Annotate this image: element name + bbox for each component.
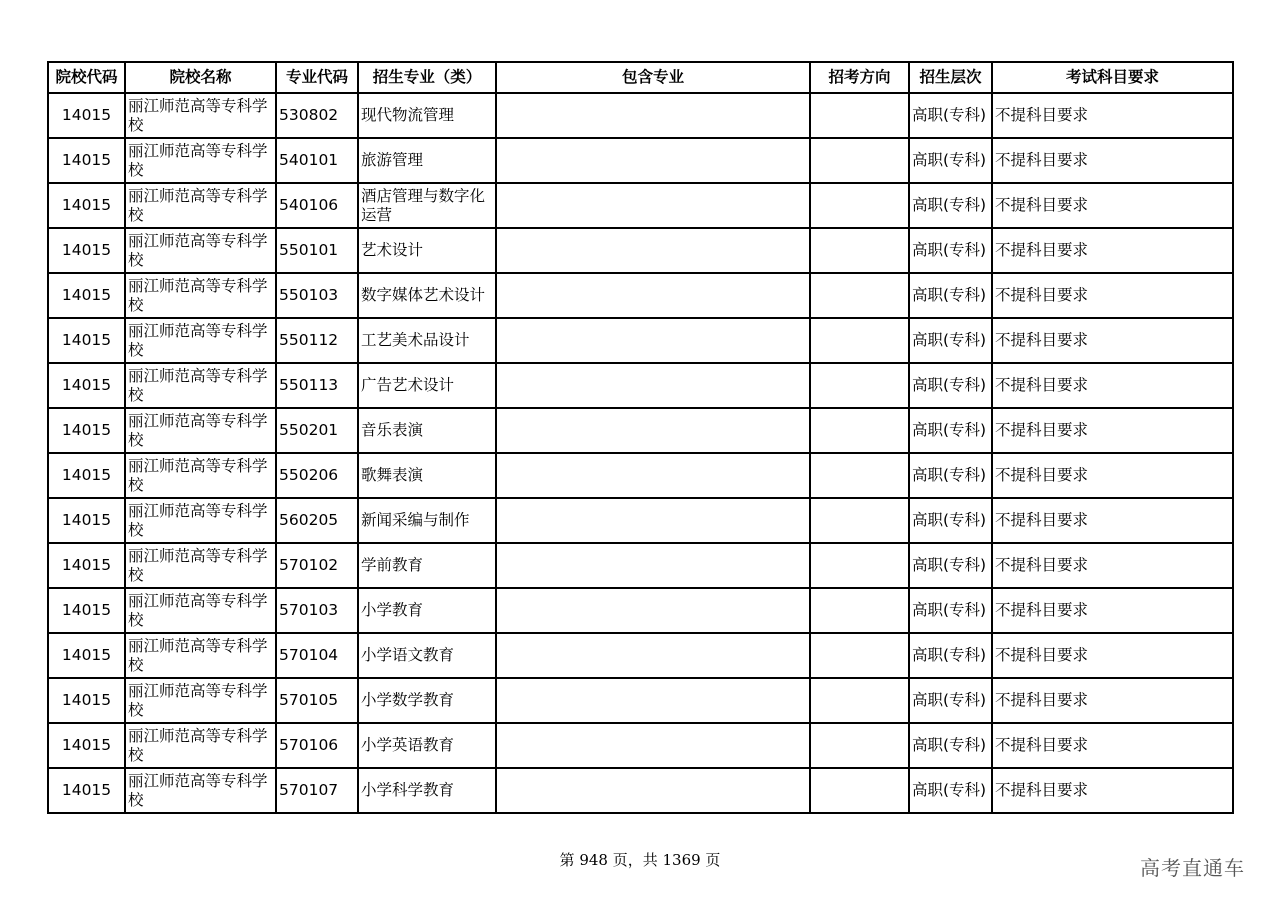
- cell-school-name: 丽江师范高等专科学校: [125, 318, 276, 363]
- cell-included-majors: [496, 408, 810, 453]
- cell-school-name: 丽江师范高等专科学校: [125, 723, 276, 768]
- cell-major: 现代物流管理: [358, 93, 496, 138]
- cell-subject-requirement: 不提科目要求: [992, 588, 1233, 633]
- table-row: [48, 183, 1233, 228]
- cell-direction: [810, 408, 909, 453]
- cell-school-code: 14015: [48, 228, 125, 273]
- cell-major: 艺术设计: [358, 228, 496, 273]
- cell-subject-requirement: 不提科目要求: [992, 723, 1233, 768]
- cell-major-code: 540101: [276, 138, 358, 183]
- cell-subject-requirement: 不提科目要求: [992, 768, 1233, 813]
- cell-direction: [810, 318, 909, 363]
- table-row: [48, 633, 1233, 678]
- cell-subject-requirement: 不提科目要求: [992, 633, 1233, 678]
- cell-major-code: 570105: [276, 678, 358, 723]
- cell-direction: [810, 183, 909, 228]
- cell-subject-requirement: 不提科目要求: [992, 318, 1233, 363]
- cell-school-name: 丽江师范高等专科学校: [125, 228, 276, 273]
- cell-school-code: 14015: [48, 273, 125, 318]
- cell-subject-requirement: 不提科目要求: [992, 273, 1233, 318]
- cell-major-code: 570102: [276, 543, 358, 588]
- cell-included-majors: [496, 273, 810, 318]
- cell-major: 小学教育: [358, 588, 496, 633]
- cell-major-code: 550103: [276, 273, 358, 318]
- enrollment-table: [47, 61, 1234, 814]
- header-school-name: 院校名称: [125, 62, 276, 93]
- cell-major-code: 570107: [276, 768, 358, 813]
- cell-major-code: 530802: [276, 93, 358, 138]
- table-row: [48, 453, 1233, 498]
- cell-major: 小学语文教育: [358, 633, 496, 678]
- cell-major: 音乐表演: [358, 408, 496, 453]
- cell-included-majors: [496, 318, 810, 363]
- table-row: [48, 273, 1233, 318]
- table-header-row: [48, 62, 1233, 93]
- cell-major-code: 550113: [276, 363, 358, 408]
- cell-direction: [810, 498, 909, 543]
- cell-major: 小学英语教育: [358, 723, 496, 768]
- cell-direction: [810, 273, 909, 318]
- cell-level: 高职(专科): [909, 543, 992, 588]
- table-row: [48, 723, 1233, 768]
- cell-major: 学前教育: [358, 543, 496, 588]
- cell-level: 高职(专科): [909, 453, 992, 498]
- cell-subject-requirement: 不提科目要求: [992, 183, 1233, 228]
- cell-subject-requirement: 不提科目要求: [992, 543, 1233, 588]
- cell-subject-requirement: 不提科目要求: [992, 138, 1233, 183]
- cell-level: 高职(专科): [909, 138, 992, 183]
- cell-subject-requirement: 不提科目要求: [992, 498, 1233, 543]
- table-body: [48, 93, 1233, 813]
- header-major: 招生专业（类）: [358, 62, 496, 93]
- cell-included-majors: [496, 138, 810, 183]
- page-number: 第 948 页，共 1369 页: [559, 851, 721, 869]
- cell-school-name: 丽江师范高等专科学校: [125, 273, 276, 318]
- cell-direction: [810, 228, 909, 273]
- cell-level: 高职(专科): [909, 723, 992, 768]
- cell-major: 数字媒体艺术设计: [358, 273, 496, 318]
- cell-major-code: 540106: [276, 183, 358, 228]
- table-row: [48, 93, 1233, 138]
- cell-school-code: 14015: [48, 588, 125, 633]
- cell-school-code: 14015: [48, 678, 125, 723]
- header-direction: 招考方向: [810, 62, 909, 93]
- cell-level: 高职(专科): [909, 318, 992, 363]
- cell-subject-requirement: 不提科目要求: [992, 363, 1233, 408]
- cell-school-code: 14015: [48, 723, 125, 768]
- cell-direction: [810, 453, 909, 498]
- header-subject-requirement: 考试科目要求: [992, 62, 1233, 93]
- cell-school-code: 14015: [48, 183, 125, 228]
- cell-major: 工艺美术品设计: [358, 318, 496, 363]
- cell-subject-requirement: 不提科目要求: [992, 93, 1233, 138]
- cell-direction: [810, 543, 909, 588]
- cell-subject-requirement: 不提科目要求: [992, 453, 1233, 498]
- cell-included-majors: [496, 633, 810, 678]
- cell-school-code: 14015: [48, 633, 125, 678]
- cell-direction: [810, 723, 909, 768]
- cell-included-majors: [496, 183, 810, 228]
- table-row: [48, 363, 1233, 408]
- cell-school-code: 14015: [48, 318, 125, 363]
- cell-included-majors: [496, 453, 810, 498]
- cell-included-majors: [496, 723, 810, 768]
- cell-school-code: 14015: [48, 138, 125, 183]
- cell-level: 高职(专科): [909, 633, 992, 678]
- cell-school-name: 丽江师范高等专科学校: [125, 768, 276, 813]
- watermark: 高考直通车: [1140, 856, 1245, 880]
- cell-included-majors: [496, 588, 810, 633]
- cell-school-code: 14015: [48, 453, 125, 498]
- cell-school-code: 14015: [48, 498, 125, 543]
- table-row: [48, 408, 1233, 453]
- header-school-code: 院校代码: [48, 62, 125, 93]
- cell-level: 高职(专科): [909, 183, 992, 228]
- cell-major-code: 550101: [276, 228, 358, 273]
- cell-major-code: 550206: [276, 453, 358, 498]
- cell-school-name: 丽江师范高等专科学校: [125, 138, 276, 183]
- cell-major-code: 570104: [276, 633, 358, 678]
- cell-included-majors: [496, 363, 810, 408]
- cell-direction: [810, 93, 909, 138]
- cell-direction: [810, 363, 909, 408]
- cell-level: 高职(专科): [909, 363, 992, 408]
- cell-included-majors: [496, 543, 810, 588]
- cell-school-name: 丽江师范高等专科学校: [125, 453, 276, 498]
- cell-school-name: 丽江师范高等专科学校: [125, 633, 276, 678]
- cell-school-name: 丽江师范高等专科学校: [125, 363, 276, 408]
- cell-subject-requirement: 不提科目要求: [992, 228, 1233, 273]
- cell-school-name: 丽江师范高等专科学校: [125, 93, 276, 138]
- cell-major-code: 550112: [276, 318, 358, 363]
- cell-school-name: 丽江师范高等专科学校: [125, 678, 276, 723]
- cell-school-code: 14015: [48, 93, 125, 138]
- cell-subject-requirement: 不提科目要求: [992, 408, 1233, 453]
- cell-major-code: 560205: [276, 498, 358, 543]
- cell-level: 高职(专科): [909, 408, 992, 453]
- cell-subject-requirement: 不提科目要求: [992, 678, 1233, 723]
- table-row: [48, 138, 1233, 183]
- cell-level: 高职(专科): [909, 588, 992, 633]
- cell-school-name: 丽江师范高等专科学校: [125, 498, 276, 543]
- cell-included-majors: [496, 498, 810, 543]
- cell-level: 高职(专科): [909, 93, 992, 138]
- table-row: [48, 228, 1233, 273]
- cell-included-majors: [496, 768, 810, 813]
- table-row: [48, 678, 1233, 723]
- table-row: [48, 588, 1233, 633]
- cell-school-name: 丽江师范高等专科学校: [125, 543, 276, 588]
- cell-direction: [810, 138, 909, 183]
- cell-level: 高职(专科): [909, 498, 992, 543]
- cell-direction: [810, 633, 909, 678]
- cell-direction: [810, 768, 909, 813]
- table-row: [48, 318, 1233, 363]
- cell-major: 酒店管理与数字化运营: [358, 183, 496, 228]
- cell-school-code: 14015: [48, 363, 125, 408]
- table-row: [48, 543, 1233, 588]
- cell-major: 歌舞表演: [358, 453, 496, 498]
- header-level: 招生层次: [909, 62, 992, 93]
- cell-level: 高职(专科): [909, 273, 992, 318]
- table-row: [48, 498, 1233, 543]
- cell-major: 新闻采编与制作: [358, 498, 496, 543]
- cell-level: 高职(专科): [909, 768, 992, 813]
- cell-major-code: 570103: [276, 588, 358, 633]
- cell-included-majors: [496, 93, 810, 138]
- cell-school-code: 14015: [48, 543, 125, 588]
- cell-major: 小学科学教育: [358, 768, 496, 813]
- cell-major-code: 550201: [276, 408, 358, 453]
- cell-direction: [810, 588, 909, 633]
- cell-major: 小学数学教育: [358, 678, 496, 723]
- header-major-code: 专业代码: [276, 62, 358, 93]
- cell-level: 高职(专科): [909, 228, 992, 273]
- cell-included-majors: [496, 678, 810, 723]
- cell-level: 高职(专科): [909, 678, 992, 723]
- cell-major-code: 570106: [276, 723, 358, 768]
- cell-school-code: 14015: [48, 768, 125, 813]
- cell-major: 广告艺术设计: [358, 363, 496, 408]
- cell-direction: [810, 678, 909, 723]
- cell-school-name: 丽江师范高等专科学校: [125, 408, 276, 453]
- table-row: [48, 768, 1233, 813]
- cell-included-majors: [496, 228, 810, 273]
- cell-school-name: 丽江师范高等专科学校: [125, 588, 276, 633]
- cell-school-name: 丽江师范高等专科学校: [125, 183, 276, 228]
- header-included-majors: 包含专业: [496, 62, 810, 93]
- cell-major: 旅游管理: [358, 138, 496, 183]
- cell-school-code: 14015: [48, 408, 125, 453]
